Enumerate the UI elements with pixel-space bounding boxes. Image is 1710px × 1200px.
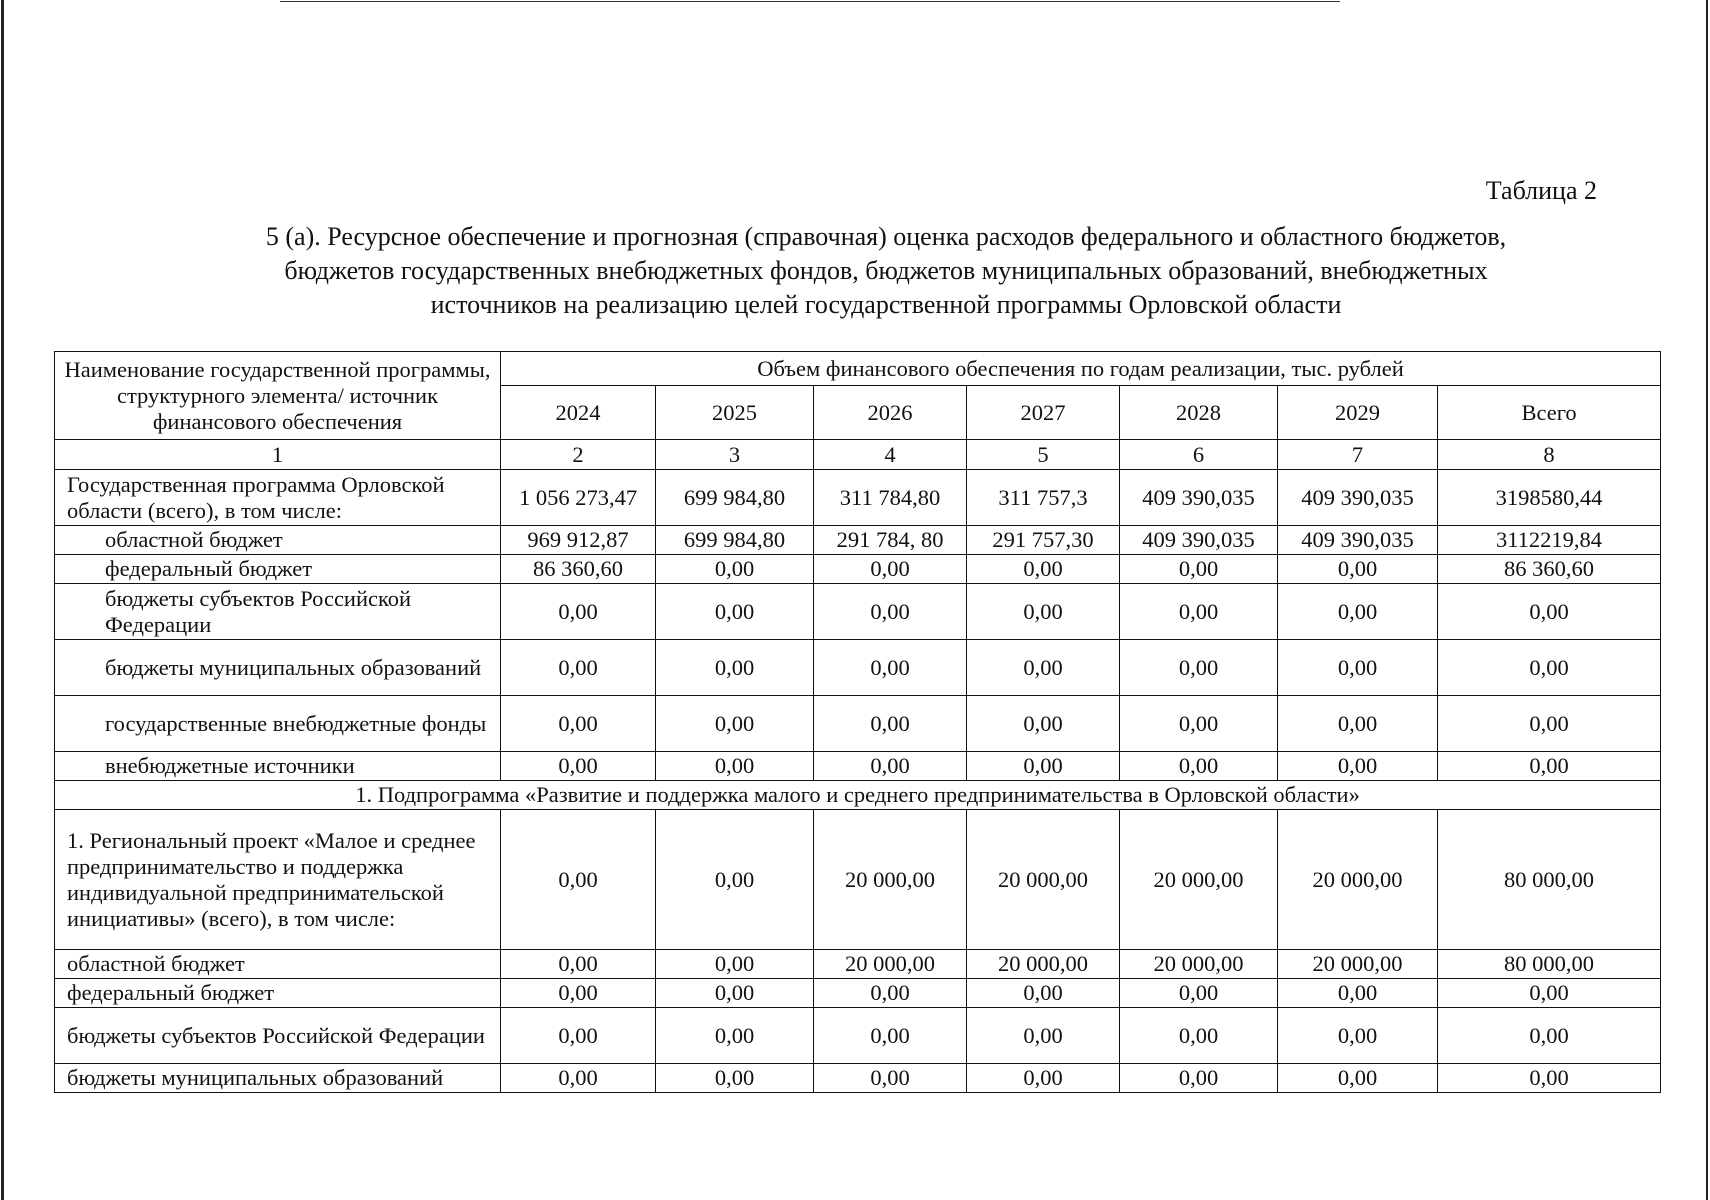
value-cell: 0,00 — [501, 1064, 656, 1093]
total-cell: 0,00 — [1438, 640, 1661, 696]
column-number: 5 — [967, 440, 1120, 470]
value-cell: 0,00 — [501, 752, 656, 781]
value-cell: 0,00 — [656, 810, 814, 950]
value-cell: 0,00 — [1120, 752, 1278, 781]
value-cell: 0,00 — [1278, 555, 1438, 584]
value-cell: 0,00 — [656, 1064, 814, 1093]
row-name: 1. Региональный проект «Малое и среднее предпринимательство и поддержка индивидуальной предпринимательской инициативы» (всего), в том числе: — [55, 810, 501, 950]
value-cell: 0,00 — [1120, 1008, 1278, 1064]
value-cell: 0,00 — [501, 584, 656, 640]
value-cell: 0,00 — [1278, 696, 1438, 752]
value-cell: 0,00 — [814, 696, 967, 752]
value-cell: 0,00 — [1120, 555, 1278, 584]
value-cell: 0,00 — [814, 979, 967, 1008]
row-name: областной бюджет — [55, 950, 501, 979]
column-number: 2 — [501, 440, 656, 470]
table-row — [55, 979, 1661, 1008]
table-row — [55, 584, 1661, 640]
total-cell: 80 000,00 — [1438, 950, 1661, 979]
table-row — [55, 555, 1661, 584]
year-header: 2028 — [1120, 386, 1278, 440]
left-scan-edge — [1, 0, 4, 1200]
value-cell: 0,00 — [656, 1008, 814, 1064]
value-cell: 0,00 — [1278, 1008, 1438, 1064]
value-cell: 0,00 — [1120, 640, 1278, 696]
table-row — [55, 950, 1661, 979]
total-cell: 3198580,44 — [1438, 470, 1661, 526]
value-cell: 699 984,80 — [656, 526, 814, 555]
value-cell: 0,00 — [967, 752, 1120, 781]
row-name: Государственная программа Орловской области (всего), в том числе: — [55, 470, 501, 526]
value-cell: 0,00 — [814, 640, 967, 696]
value-cell: 0,00 — [1278, 1064, 1438, 1093]
value-cell: 0,00 — [1278, 979, 1438, 1008]
value-cell: 20 000,00 — [967, 950, 1120, 979]
column-number: 6 — [1120, 440, 1278, 470]
value-cell: 20 000,00 — [1120, 810, 1278, 950]
total-cell: 0,00 — [1438, 979, 1661, 1008]
value-cell: 311 757,3 — [967, 470, 1120, 526]
right-scan-edge — [1706, 0, 1708, 1200]
row-name: государственные внебюджетные фонды — [55, 696, 501, 752]
value-cell: 20 000,00 — [1120, 950, 1278, 979]
value-cell: 409 390,035 — [1278, 526, 1438, 555]
table-row — [55, 1064, 1661, 1093]
value-cell: 20 000,00 — [814, 950, 967, 979]
value-cell: 0,00 — [501, 950, 656, 979]
value-cell: 0,00 — [814, 584, 967, 640]
value-cell: 0,00 — [967, 584, 1120, 640]
value-cell: 0,00 — [814, 1064, 967, 1093]
value-cell: 0,00 — [1120, 1064, 1278, 1093]
total-cell: 86 360,60 — [1438, 555, 1661, 584]
value-cell: 0,00 — [501, 979, 656, 1008]
row-name: федеральный бюджет — [55, 979, 501, 1008]
value-cell: 0,00 — [656, 950, 814, 979]
value-cell: 0,00 — [814, 1008, 967, 1064]
value-cell: 0,00 — [967, 555, 1120, 584]
header-volume-cell: Объем финансового обеспечения по годам реализации, тыс. рублей — [501, 352, 1661, 386]
column-number: 7 — [1278, 440, 1438, 470]
value-cell: 0,00 — [1120, 696, 1278, 752]
value-cell: 0,00 — [1120, 584, 1278, 640]
value-cell: 20 000,00 — [1278, 810, 1438, 950]
row-name: бюджеты субъектов Российской Федерации — [55, 1008, 501, 1064]
value-cell: 0,00 — [656, 979, 814, 1008]
total-header: Всего — [1438, 386, 1661, 440]
total-cell: 80 000,00 — [1438, 810, 1661, 950]
value-cell: 0,00 — [501, 1008, 656, 1064]
table-row — [55, 470, 1661, 526]
value-cell: 0,00 — [1278, 584, 1438, 640]
value-cell: 291 784, 80 — [814, 526, 967, 555]
value-cell: 0,00 — [967, 979, 1120, 1008]
table-row — [55, 640, 1661, 696]
value-cell: 0,00 — [967, 1008, 1120, 1064]
row-name: бюджеты муниципальных образований — [55, 1064, 501, 1093]
top-rule — [280, 1, 1340, 2]
title-line: источников на реализацию целей государственной программы Орловской области — [430, 290, 1342, 319]
value-cell: 311 784,80 — [814, 470, 967, 526]
year-header: 2029 — [1278, 386, 1438, 440]
table-row — [55, 526, 1661, 555]
total-cell: 3112219,84 — [1438, 526, 1661, 555]
total-cell: 0,00 — [1438, 584, 1661, 640]
value-cell: 0,00 — [656, 752, 814, 781]
total-cell: 0,00 — [1438, 696, 1661, 752]
row-name: бюджеты муниципальных образований — [55, 640, 501, 696]
value-cell: 20 000,00 — [814, 810, 967, 950]
value-cell: 0,00 — [1278, 640, 1438, 696]
subprogram-title: 1. Подпрограмма «Развитие и поддержка малого и среднего предпринимательства в Орловской области» — [55, 781, 1661, 810]
row-name: областной бюджет — [55, 526, 501, 555]
year-header: 2024 — [501, 386, 656, 440]
column-number: 1 — [55, 440, 501, 470]
table-row — [55, 752, 1661, 781]
title-line: бюджетов государственных внебюджетных фондов, бюджетов муниципальных образований, внебюджетных — [284, 256, 1488, 285]
value-cell: 0,00 — [656, 555, 814, 584]
value-cell: 0,00 — [501, 696, 656, 752]
value-cell: 1 056 273,47 — [501, 470, 656, 526]
subprogram-row — [55, 781, 1661, 810]
total-cell: 0,00 — [1438, 1064, 1661, 1093]
value-cell: 0,00 — [656, 584, 814, 640]
year-header: 2025 — [656, 386, 814, 440]
value-cell: 409 390,035 — [1278, 470, 1438, 526]
value-cell: 20 000,00 — [967, 810, 1120, 950]
value-cell: 291 757,30 — [967, 526, 1120, 555]
column-number: 8 — [1438, 440, 1661, 470]
year-header: 2026 — [814, 386, 967, 440]
value-cell: 0,00 — [967, 640, 1120, 696]
table-row — [55, 696, 1661, 752]
column-number-row — [55, 440, 1661, 470]
title-line: 5 (а). Ресурсное обеспечение и прогнозная (справочная) оценка расходов федерального и областного бюджетов, — [265, 222, 1507, 251]
value-cell: 0,00 — [814, 752, 967, 781]
header-name-cell: Наименование государственной программы, структурного элемента/ источник финансового обеспечения — [55, 352, 501, 440]
value-cell: 0,00 — [501, 810, 656, 950]
value-cell: 20 000,00 — [1278, 950, 1438, 979]
header-row — [55, 352, 1661, 386]
row-name: федеральный бюджет — [55, 555, 501, 584]
value-cell: 0,00 — [814, 555, 967, 584]
row-name: внебюджетные источники — [55, 752, 501, 781]
value-cell: 409 390,035 — [1120, 470, 1278, 526]
table-number: Таблица 2 — [1485, 176, 1597, 205]
value-cell: 409 390,035 — [1120, 526, 1278, 555]
total-cell: 0,00 — [1438, 1008, 1661, 1064]
document-title — [170, 220, 1602, 322]
financing-table — [54, 351, 1661, 1093]
value-cell: 0,00 — [501, 640, 656, 696]
value-cell: 0,00 — [656, 696, 814, 752]
value-cell: 969 912,87 — [501, 526, 656, 555]
table-row — [55, 810, 1661, 950]
table-row — [55, 1008, 1661, 1064]
column-number: 3 — [656, 440, 814, 470]
value-cell: 0,00 — [967, 1064, 1120, 1093]
value-cell: 0,00 — [656, 640, 814, 696]
row-name: бюджеты субъектов Российской Федерации — [55, 584, 501, 640]
column-number: 4 — [814, 440, 967, 470]
year-header: 2027 — [967, 386, 1120, 440]
value-cell: 0,00 — [1278, 752, 1438, 781]
value-cell: 86 360,60 — [501, 555, 656, 584]
value-cell: 0,00 — [967, 696, 1120, 752]
value-cell: 0,00 — [1120, 979, 1278, 1008]
total-cell: 0,00 — [1438, 752, 1661, 781]
value-cell: 699 984,80 — [656, 470, 814, 526]
